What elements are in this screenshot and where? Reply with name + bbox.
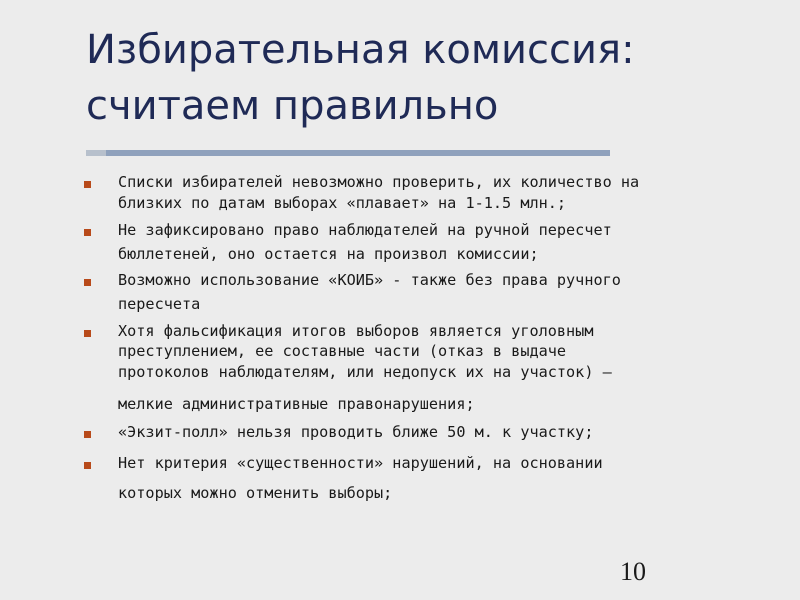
slide-title — [86, 22, 776, 134]
bullet-text-line: Не зафиксировано право наблюдателей на ручной пересчет — [118, 221, 612, 239]
bullet-text-line: Хотя фальсификация итогов выборов является уголовным — [118, 322, 594, 340]
square-bullet-icon — [84, 279, 91, 286]
bullet-text-line: Нет критерия «существенности» нарушений, на основании — [118, 454, 603, 472]
bullet-text-line: Возможно использование «КОИБ» - также без права ручного — [118, 271, 621, 289]
bullet-text-line: мелкие административные правонарушения; — [118, 395, 475, 413]
square-bullet-icon — [84, 330, 91, 337]
title-underline — [106, 150, 610, 156]
bullet-text-line: преступлением, ее составные части (отказ в выдаче — [118, 342, 567, 360]
bullet-text-line: пересчета — [118, 295, 201, 313]
bullet-text-line: Списки избирателей невозможно проверить, их количество на — [118, 173, 640, 191]
bullet-text-line: бюллетеней, оно остается на произвол комиссии; — [118, 245, 539, 263]
bullet-text-line: «Экзит-полл» нельзя проводить ближе 50 м. к участку; — [118, 423, 594, 441]
title-line-2: считаем правильно — [86, 83, 499, 129]
square-bullet-icon — [84, 462, 91, 469]
square-bullet-icon — [84, 229, 91, 236]
bullet-text-line: которых можно отменить выборы; — [118, 484, 393, 502]
title-underline-accent — [86, 150, 106, 156]
square-bullet-icon — [84, 431, 91, 438]
bullet-text-line: близких по датам выборах «плавает» на 1-1.5 млн.; — [118, 194, 567, 212]
square-bullet-icon — [84, 181, 91, 188]
title-line-1: Избирательная комиссия: — [86, 27, 635, 73]
bullet-text-line: протоколов наблюдателям, или недопуск их на участок) – — [118, 363, 612, 381]
page-number: 10 — [620, 557, 646, 586]
